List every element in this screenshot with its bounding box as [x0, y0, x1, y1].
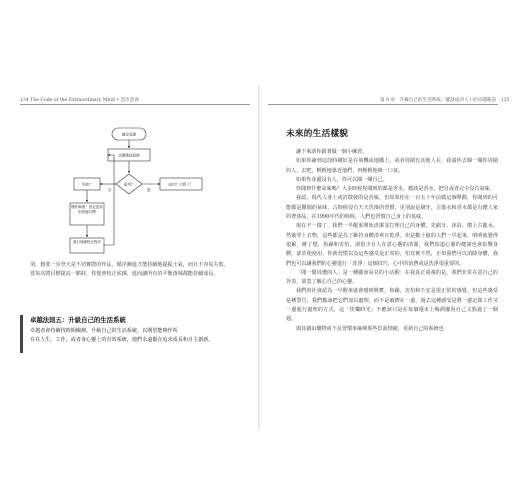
right-paragraph: 「聞一聞周遭的人」是一種顯而易見的小活動：在我真正重視的是，我們非常在意自己的外表，卻忽了關心自己的心靈。 [286, 269, 498, 286]
left-paragraph: 當每次將目標提高一點時，你覺會校正底線，進而讓所有的平衡落城都能持續成長。 [30, 271, 219, 278]
callout-accent-bar [20, 315, 23, 353]
right-paragraph: 我認，現代人身上或許散發的是香味，但如果你在一百五十年前做這個舉動，你聞到的可能都是難聞的氣味，古時候沒有天天洗澡的習慣，更別說是刷牙，古龍水和香水都是有錢人家的奢侈品，在1990年代的時候，人們也習慣自己身上的臭味。 [286, 195, 498, 221]
flow-test-label: 定期測試底線 [118, 153, 140, 158]
right-paragraph: 與其藉由藥物或不良習慣來麻痺那些負面情緒，更新自己的系統也 [296, 325, 444, 332]
flow-loop-text-wrap [71, 240, 103, 253]
right-paragraph: 讓下來請你跟著做一個小練習。 [296, 149, 368, 155]
left-body-text [20, 261, 248, 280]
right-body-text [286, 148, 498, 334]
flow-success-label: 成功？太棒了！ [168, 182, 194, 187]
right-paragraph: 如果你讀到這段時剛好是在飛機或地鐵上，或者周圍有其他人在，我請你去閱一閱你周圍的人，去吧，輕輕地靠近他們，再輕輕地吸一口氣。 [286, 158, 498, 174]
right-paragraph: 我們的社會認為一早醒來就會感到興奮，焦躁，害怕和不安是很正常的感覺，但這些感受是種警告，我們應該把它們加以處理，而不是被擠在一邊，過去這種感受是將一邊記錄工作又一邊進行處理的方式，這「快樂時光」不應該只是在每個週末上喝酒慶祝自己又熬過了一個週。 [286, 288, 498, 323]
flow-review-text-wrap [71, 205, 103, 225]
book-gutter [258, 86, 260, 430]
left-running-head: 134 The Code of the Extraordinary Mind • 活出意義 [20, 98, 139, 103]
flow-start-label: 確定底線 [121, 132, 137, 137]
callout-title: 卓越法則五：升級自己的生活系統 [30, 316, 126, 324]
flow-fail-label: 失敗？ [81, 182, 93, 187]
flow-loop-label: 進行底線校正程序 [73, 240, 101, 244]
flowchart [64, 124, 214, 274]
callout-line: 有在人生、工作、或者身心靈上的有效系統，他們永遠都在追求成長和自主創新。 [30, 337, 214, 344]
flow-feedback-line [104, 155, 114, 245]
right-paragraph: 你聞到什麼氣味嗎？大多時候你聞到的都是香水，應該是香水，把自或者完全沒有氣味。 [296, 186, 495, 193]
section-title: 未來的生活樣貌 [286, 129, 349, 139]
right-header-rule [268, 104, 498, 105]
flow-no-label: 否 [108, 188, 112, 192]
flow-review-label: 擺作漸進！設定更高的底線目標 [71, 205, 103, 214]
right-running-head: 第 9 章 升級自己的生活系統／健談成功人士的卓越秘訣 135 [380, 98, 510, 103]
left-header-rule [20, 104, 250, 105]
flow-yes-label: 是 [147, 188, 151, 192]
flow-decision-label: 成功？ [123, 182, 135, 187]
right-paragraph: 現在不一樣了，我們一早醒來開始清潔並打理自己的身體，先刷牙、沐浴、噴上古龍水，然後穿上衣物，這些都是為了維持身體清爽且乾淨，但是數十億的人們一早起來，明明就覺得很累，睡了覺，焦躁和害怕，卻很少有人在意心靈的清潔，我們知道心靈的健康也會影響身體，卻許使使用，你就習慣以為這些感受是正常的，但其實不然，正如我們可以消除身體，我們也可以讓我們的心靈進行「洗淨」這個技巧，心中的消費或是洗淨很重要的。 [286, 223, 498, 267]
callout-line: 卓越者會持續找時間檢測、升級自己的生活系統，以期望能夠作所 [30, 328, 178, 334]
right-paragraph: 如果你身邊沒有人，你可以閱一閱自己。 [296, 176, 388, 183]
flowchart-svg [64, 124, 214, 274]
callout-body [30, 327, 226, 346]
left-paragraph: 別，想要一步登天是不切實際的作法，循序漸進才能持續地提振士氣，而且不容易失敗。 [30, 262, 229, 268]
